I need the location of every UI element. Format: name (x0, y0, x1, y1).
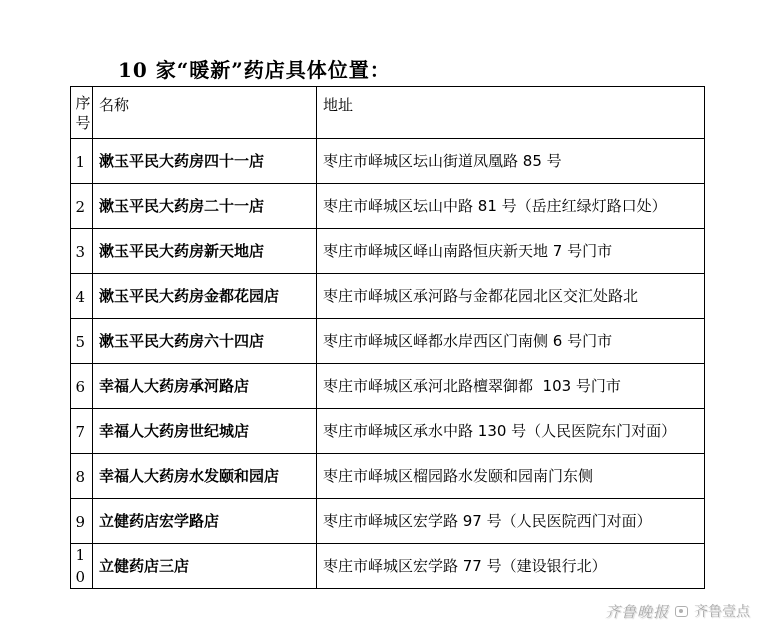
screen-icon (675, 606, 688, 617)
table-row (71, 229, 705, 274)
watermark (605, 600, 750, 622)
row-address: 枣庄市峄城区峄山南路恒庆新天地 7 号门市 (317, 229, 705, 274)
pharmacy-table (70, 86, 705, 589)
row-name: 漱玉平民大药房四十一店 (93, 139, 317, 184)
row-name: 幸福人大药房水发颐和园店 (93, 454, 317, 499)
row-name: 立健药店三店 (93, 544, 317, 589)
row-address: 枣庄市峄城区坛山街道凤凰路 85 号 (317, 139, 705, 184)
row-address: 枣庄市峄城区承河路与金都花园北区交汇处路北 (317, 274, 705, 319)
row-address: 枣庄市峄城区宏学路 77 号（建设银行北） (317, 544, 705, 589)
table-row (71, 409, 705, 454)
row-index: 10 (71, 544, 93, 589)
row-index: 5 (71, 319, 93, 364)
row-name: 漱玉平民大药房二十一店 (93, 184, 317, 229)
row-index: 8 (71, 454, 93, 499)
table-row (71, 499, 705, 544)
header-name: 名称 (93, 87, 317, 139)
row-address: 枣庄市峄城区承水中路 130 号（人民医院东门对面） (317, 409, 705, 454)
table-row (71, 274, 705, 319)
row-index: 2 (71, 184, 93, 229)
table-header-row (71, 87, 705, 139)
row-name: 幸福人大药房世纪城店 (93, 409, 317, 454)
document-title: 10 家“暖新”药店具体位置： (118, 58, 391, 82)
row-index: 7 (71, 409, 93, 454)
table-row (71, 139, 705, 184)
row-index: 1 (71, 139, 93, 184)
watermark-app: 齐鲁壹点 (694, 604, 750, 620)
row-address: 枣庄市峄城区峄都水岸西区门南侧 6 号门市 (317, 319, 705, 364)
row-address: 枣庄市峄城区坛山中路 81 号（岳庄红绿灯路口处） (317, 184, 705, 229)
row-address: 枣庄市峄城区承河北路檀翠御都 103 号门市 (317, 364, 705, 409)
table-row (71, 184, 705, 229)
table-row (71, 319, 705, 364)
table-row (71, 364, 705, 409)
watermark-brand: 齐鲁晚报 (604, 602, 669, 621)
row-name: 立健药店宏学路店 (93, 499, 317, 544)
row-address: 枣庄市峄城区宏学路 97 号（人民医院西门对面） (317, 499, 705, 544)
header-index: 序号 (71, 87, 93, 139)
header-address: 地址 (317, 87, 705, 139)
table-row (71, 544, 705, 589)
row-index: 6 (71, 364, 93, 409)
row-name: 漱玉平民大药房新天地店 (93, 229, 317, 274)
row-index: 3 (71, 229, 93, 274)
row-name: 漱玉平民大药房金都花园店 (93, 274, 317, 319)
table-row (71, 454, 705, 499)
row-index: 4 (71, 274, 93, 319)
row-index: 9 (71, 499, 93, 544)
row-name: 漱玉平民大药房六十四店 (93, 319, 317, 364)
row-name: 幸福人大药房承河路店 (93, 364, 317, 409)
row-address: 枣庄市峄城区榴园路水发颐和园南门东侧 (317, 454, 705, 499)
